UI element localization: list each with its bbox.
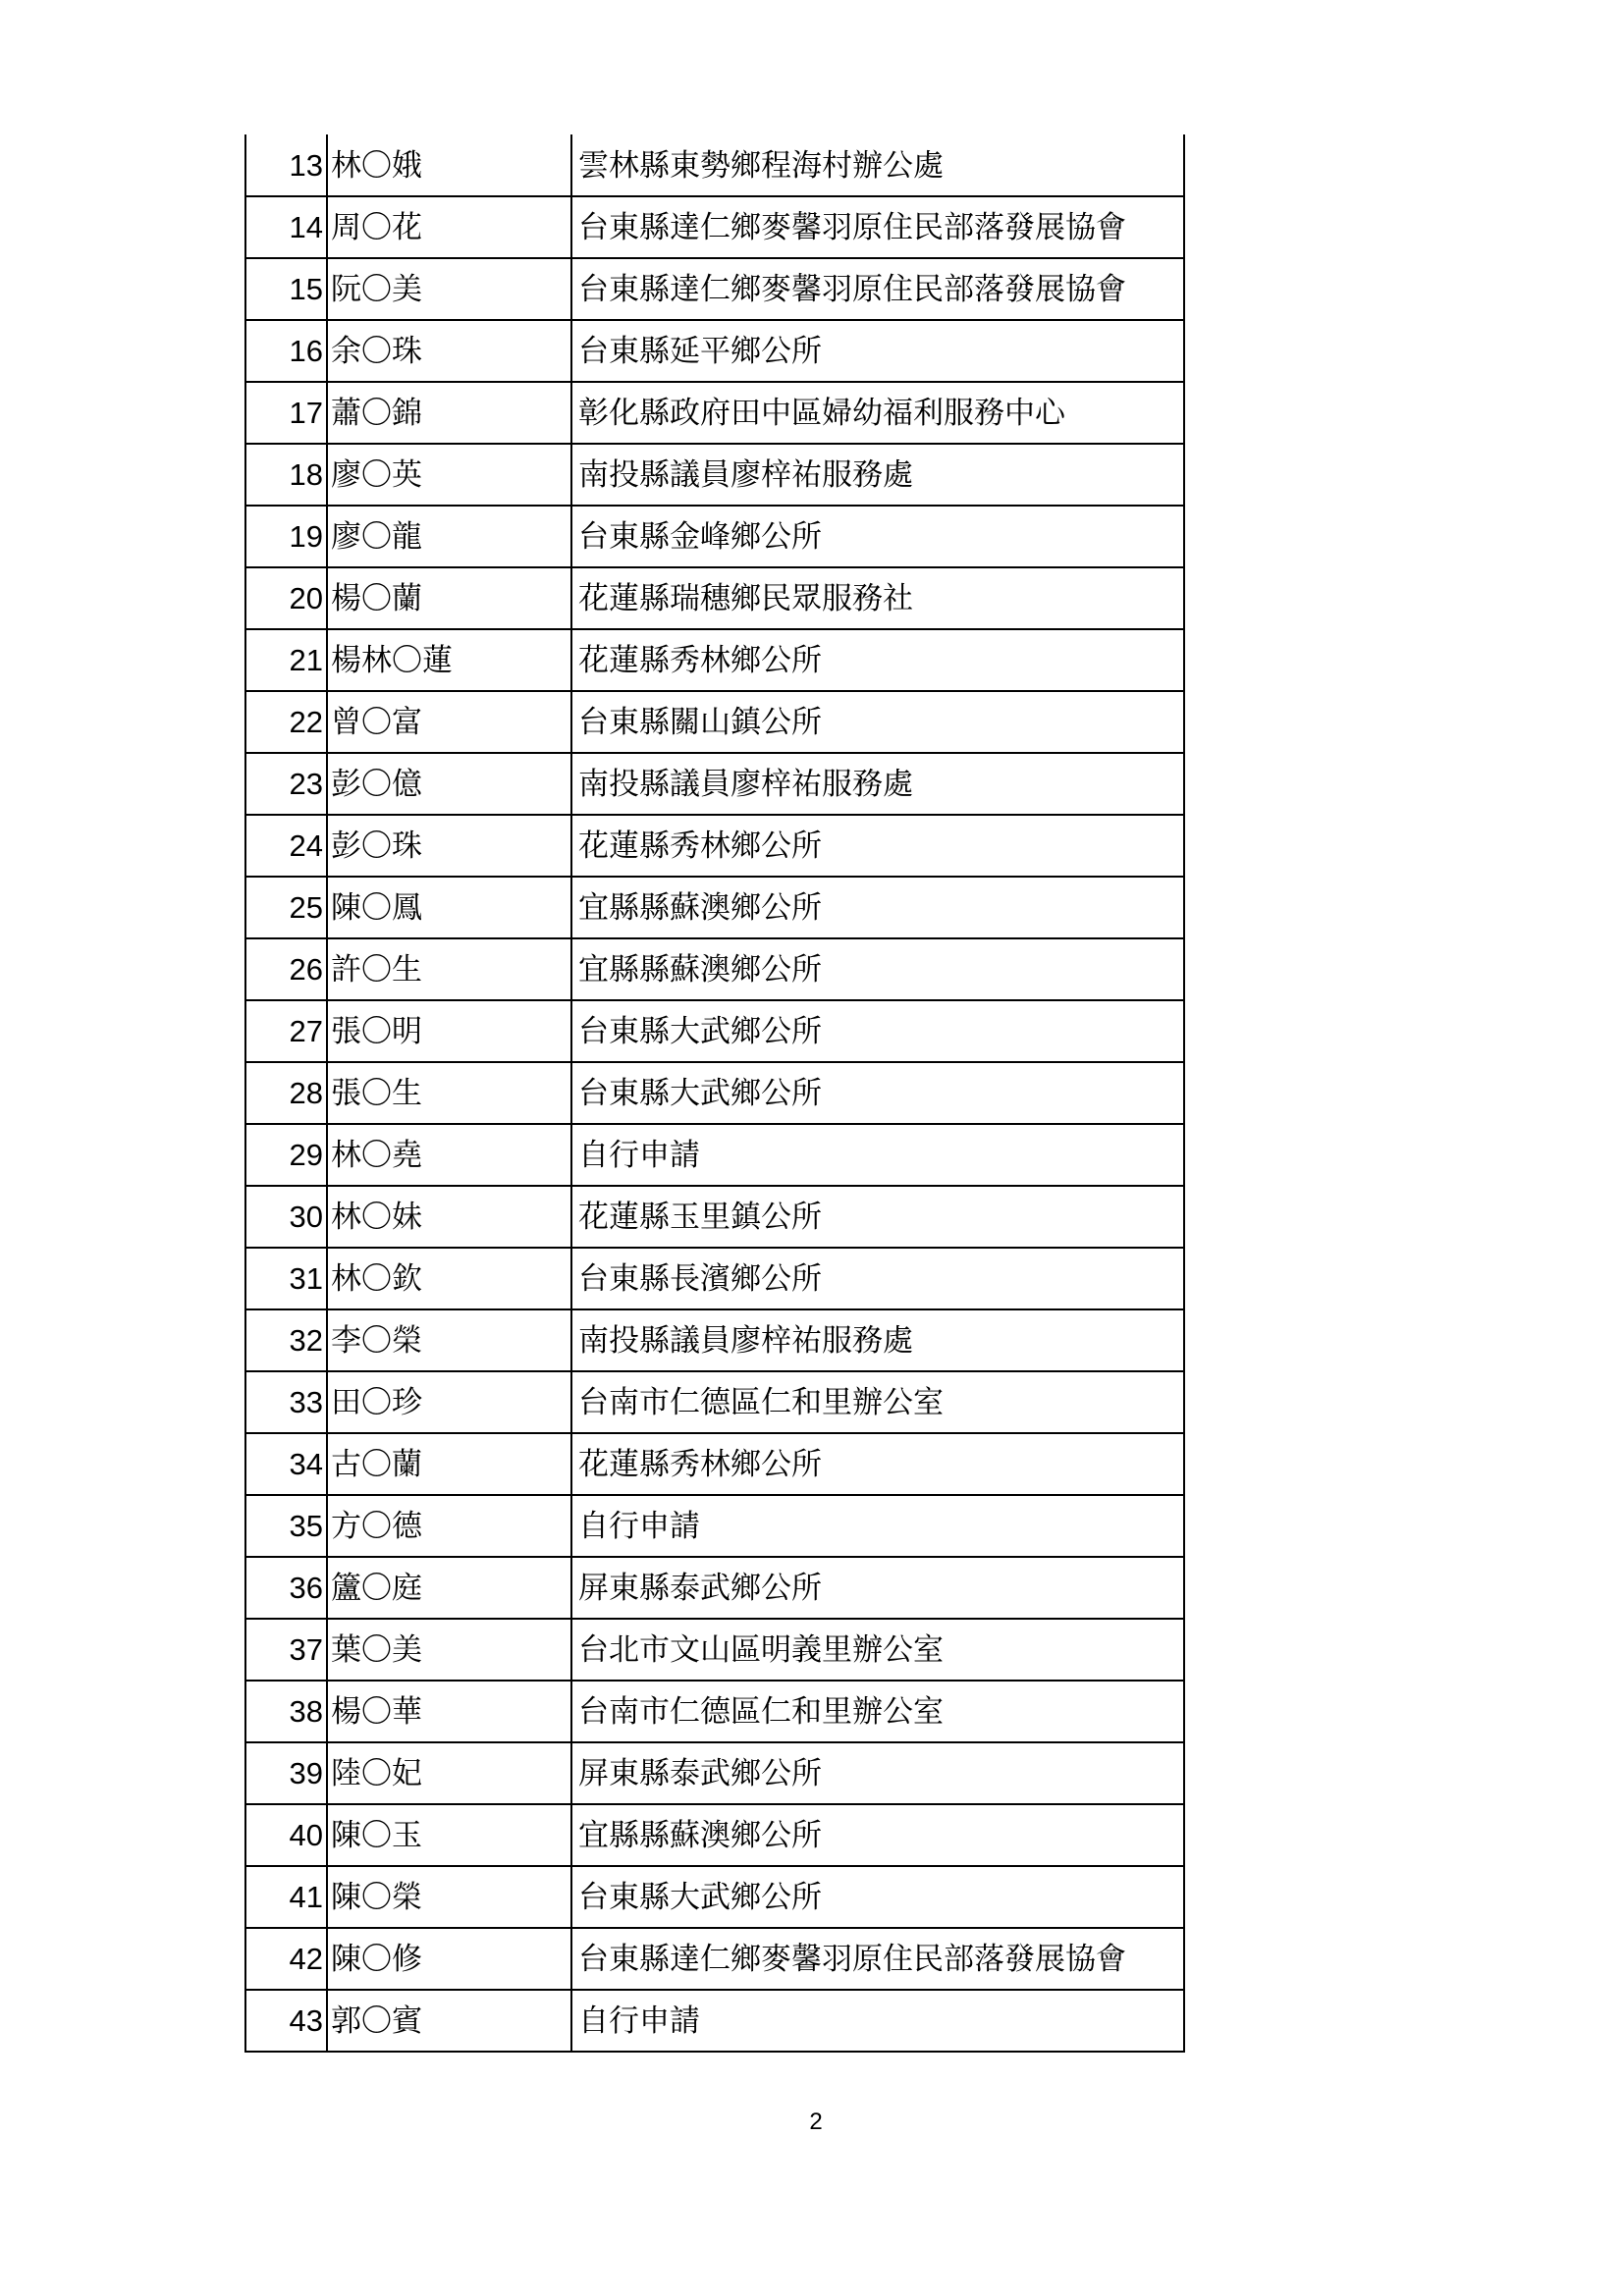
row-organization: 台南市仁德區仁和里辦公室 (571, 1371, 1184, 1433)
table-row (245, 877, 1184, 938)
table-row (245, 1000, 1184, 1062)
row-organization: 宜縣縣蘇澳鄉公所 (571, 1804, 1184, 1866)
row-name: 方〇德 (327, 1495, 571, 1557)
table-row (245, 134, 1184, 196)
table-row (245, 1186, 1184, 1248)
row-name: 林〇妹 (327, 1186, 571, 1248)
row-name: 陸〇妃 (327, 1742, 571, 1804)
row-organization: 自行申請 (571, 1124, 1184, 1186)
table-row (245, 691, 1184, 753)
table-row (245, 567, 1184, 629)
table-row (245, 1309, 1184, 1371)
row-number: 36 (245, 1557, 327, 1619)
row-organization: 宜縣縣蘇澳鄉公所 (571, 877, 1184, 938)
row-name: 周〇花 (327, 196, 571, 258)
row-number: 16 (245, 320, 327, 382)
row-name: 曾〇富 (327, 691, 571, 753)
row-number: 35 (245, 1495, 327, 1557)
row-organization: 屏東縣泰武鄉公所 (571, 1742, 1184, 1804)
row-name: 阮〇美 (327, 258, 571, 320)
row-organization: 花蓮縣瑞穗鄉民眾服務社 (571, 567, 1184, 629)
table-row (245, 1928, 1184, 1990)
row-number: 28 (245, 1062, 327, 1124)
row-organization: 花蓮縣秀林鄉公所 (571, 629, 1184, 691)
table-row (245, 506, 1184, 567)
row-organization: 南投縣議員廖梓祐服務處 (571, 444, 1184, 506)
row-name: 李〇榮 (327, 1309, 571, 1371)
row-organization: 彰化縣政府田中區婦幼福利服務中心 (571, 382, 1184, 444)
table-row (245, 629, 1184, 691)
row-number: 14 (245, 196, 327, 258)
page-number: 2 (809, 2109, 823, 2135)
table-row (245, 1557, 1184, 1619)
row-organization: 自行申請 (571, 1990, 1184, 2052)
row-organization: 台南市仁德區仁和里辦公室 (571, 1681, 1184, 1742)
table-row (245, 1062, 1184, 1124)
row-name: 古〇蘭 (327, 1433, 571, 1495)
row-number: 22 (245, 691, 327, 753)
row-organization: 台東縣延平鄉公所 (571, 320, 1184, 382)
row-number: 30 (245, 1186, 327, 1248)
table-row (245, 753, 1184, 815)
table-row (245, 1619, 1184, 1681)
row-name: 彭〇億 (327, 753, 571, 815)
row-number: 32 (245, 1309, 327, 1371)
row-number: 33 (245, 1371, 327, 1433)
row-organization: 南投縣議員廖梓祐服務處 (571, 1309, 1184, 1371)
row-number: 42 (245, 1928, 327, 1990)
row-organization: 花蓮縣秀林鄉公所 (571, 815, 1184, 877)
row-organization: 台東縣大武鄉公所 (571, 1062, 1184, 1124)
row-organization: 台東縣大武鄉公所 (571, 1000, 1184, 1062)
row-name: 楊〇蘭 (327, 567, 571, 629)
recipient-table (244, 134, 1185, 2053)
row-name: 廖〇龍 (327, 506, 571, 567)
row-number: 31 (245, 1248, 327, 1309)
row-number: 24 (245, 815, 327, 877)
row-organization: 台東縣關山鎮公所 (571, 691, 1184, 753)
row-name: 許〇生 (327, 938, 571, 1000)
table-row (245, 1495, 1184, 1557)
row-name: 張〇明 (327, 1000, 571, 1062)
row-name: 林〇欽 (327, 1248, 571, 1309)
row-organization: 自行申請 (571, 1495, 1184, 1557)
row-number: 15 (245, 258, 327, 320)
row-name: 陳〇鳳 (327, 877, 571, 938)
row-number: 29 (245, 1124, 327, 1186)
table-row (245, 196, 1184, 258)
table-row (245, 1433, 1184, 1495)
row-name: 彭〇珠 (327, 815, 571, 877)
row-number: 20 (245, 567, 327, 629)
row-organization: 屏東縣泰武鄉公所 (571, 1557, 1184, 1619)
row-number: 17 (245, 382, 327, 444)
row-organization: 台東縣金峰鄉公所 (571, 506, 1184, 567)
row-number: 37 (245, 1619, 327, 1681)
table-row (245, 1371, 1184, 1433)
row-number: 38 (245, 1681, 327, 1742)
row-name: 林〇堯 (327, 1124, 571, 1186)
row-number: 41 (245, 1866, 327, 1928)
row-name: 陳〇修 (327, 1928, 571, 1990)
row-number: 26 (245, 938, 327, 1000)
row-organization: 台東縣達仁鄉麥馨羽原住民部落發展協會 (571, 1928, 1184, 1990)
row-name: 蕭〇錦 (327, 382, 571, 444)
row-organization: 台東縣大武鄉公所 (571, 1866, 1184, 1928)
row-name: 郭〇賓 (327, 1990, 571, 2052)
row-organization: 台東縣達仁鄉麥馨羽原住民部落發展協會 (571, 196, 1184, 258)
row-name: 余〇珠 (327, 320, 571, 382)
row-number: 34 (245, 1433, 327, 1495)
row-number: 23 (245, 753, 327, 815)
row-name: 葉〇美 (327, 1619, 571, 1681)
row-name: 籚〇庭 (327, 1557, 571, 1619)
table-row (245, 1990, 1184, 2052)
table-row (245, 382, 1184, 444)
recipient-table-body (245, 134, 1184, 2052)
row-organization: 台北市文山區明義里辦公室 (571, 1619, 1184, 1681)
row-number: 27 (245, 1000, 327, 1062)
table-row (245, 1248, 1184, 1309)
table-row (245, 1124, 1184, 1186)
table-row (245, 320, 1184, 382)
table-row (245, 1804, 1184, 1866)
row-organization: 花蓮縣玉里鎮公所 (571, 1186, 1184, 1248)
row-number: 21 (245, 629, 327, 691)
row-name: 林〇娥 (327, 134, 571, 196)
table-row (245, 1866, 1184, 1928)
table-row (245, 815, 1184, 877)
row-organization: 台東縣達仁鄉麥馨羽原住民部落發展協會 (571, 258, 1184, 320)
row-name: 陳〇榮 (327, 1866, 571, 1928)
row-organization: 宜縣縣蘇澳鄉公所 (571, 938, 1184, 1000)
row-number: 43 (245, 1990, 327, 2052)
row-number: 39 (245, 1742, 327, 1804)
table-row (245, 1742, 1184, 1804)
row-name: 田〇珍 (327, 1371, 571, 1433)
table-row (245, 258, 1184, 320)
row-name: 楊〇華 (327, 1681, 571, 1742)
row-number: 13 (245, 134, 327, 196)
row-name: 陳〇玉 (327, 1804, 571, 1866)
row-number: 40 (245, 1804, 327, 1866)
row-organization: 南投縣議員廖梓祐服務處 (571, 753, 1184, 815)
table-row (245, 1681, 1184, 1742)
table-row (245, 938, 1184, 1000)
table-row (245, 444, 1184, 506)
row-organization: 台東縣長濱鄉公所 (571, 1248, 1184, 1309)
row-organization: 花蓮縣秀林鄉公所 (571, 1433, 1184, 1495)
row-number: 19 (245, 506, 327, 567)
row-number: 18 (245, 444, 327, 506)
row-organization: 雲林縣東勢鄉程海村辦公處 (571, 134, 1184, 196)
row-number: 25 (245, 877, 327, 938)
row-name: 廖〇英 (327, 444, 571, 506)
row-name: 張〇生 (327, 1062, 571, 1124)
row-name: 楊林〇蓮 (327, 629, 571, 691)
